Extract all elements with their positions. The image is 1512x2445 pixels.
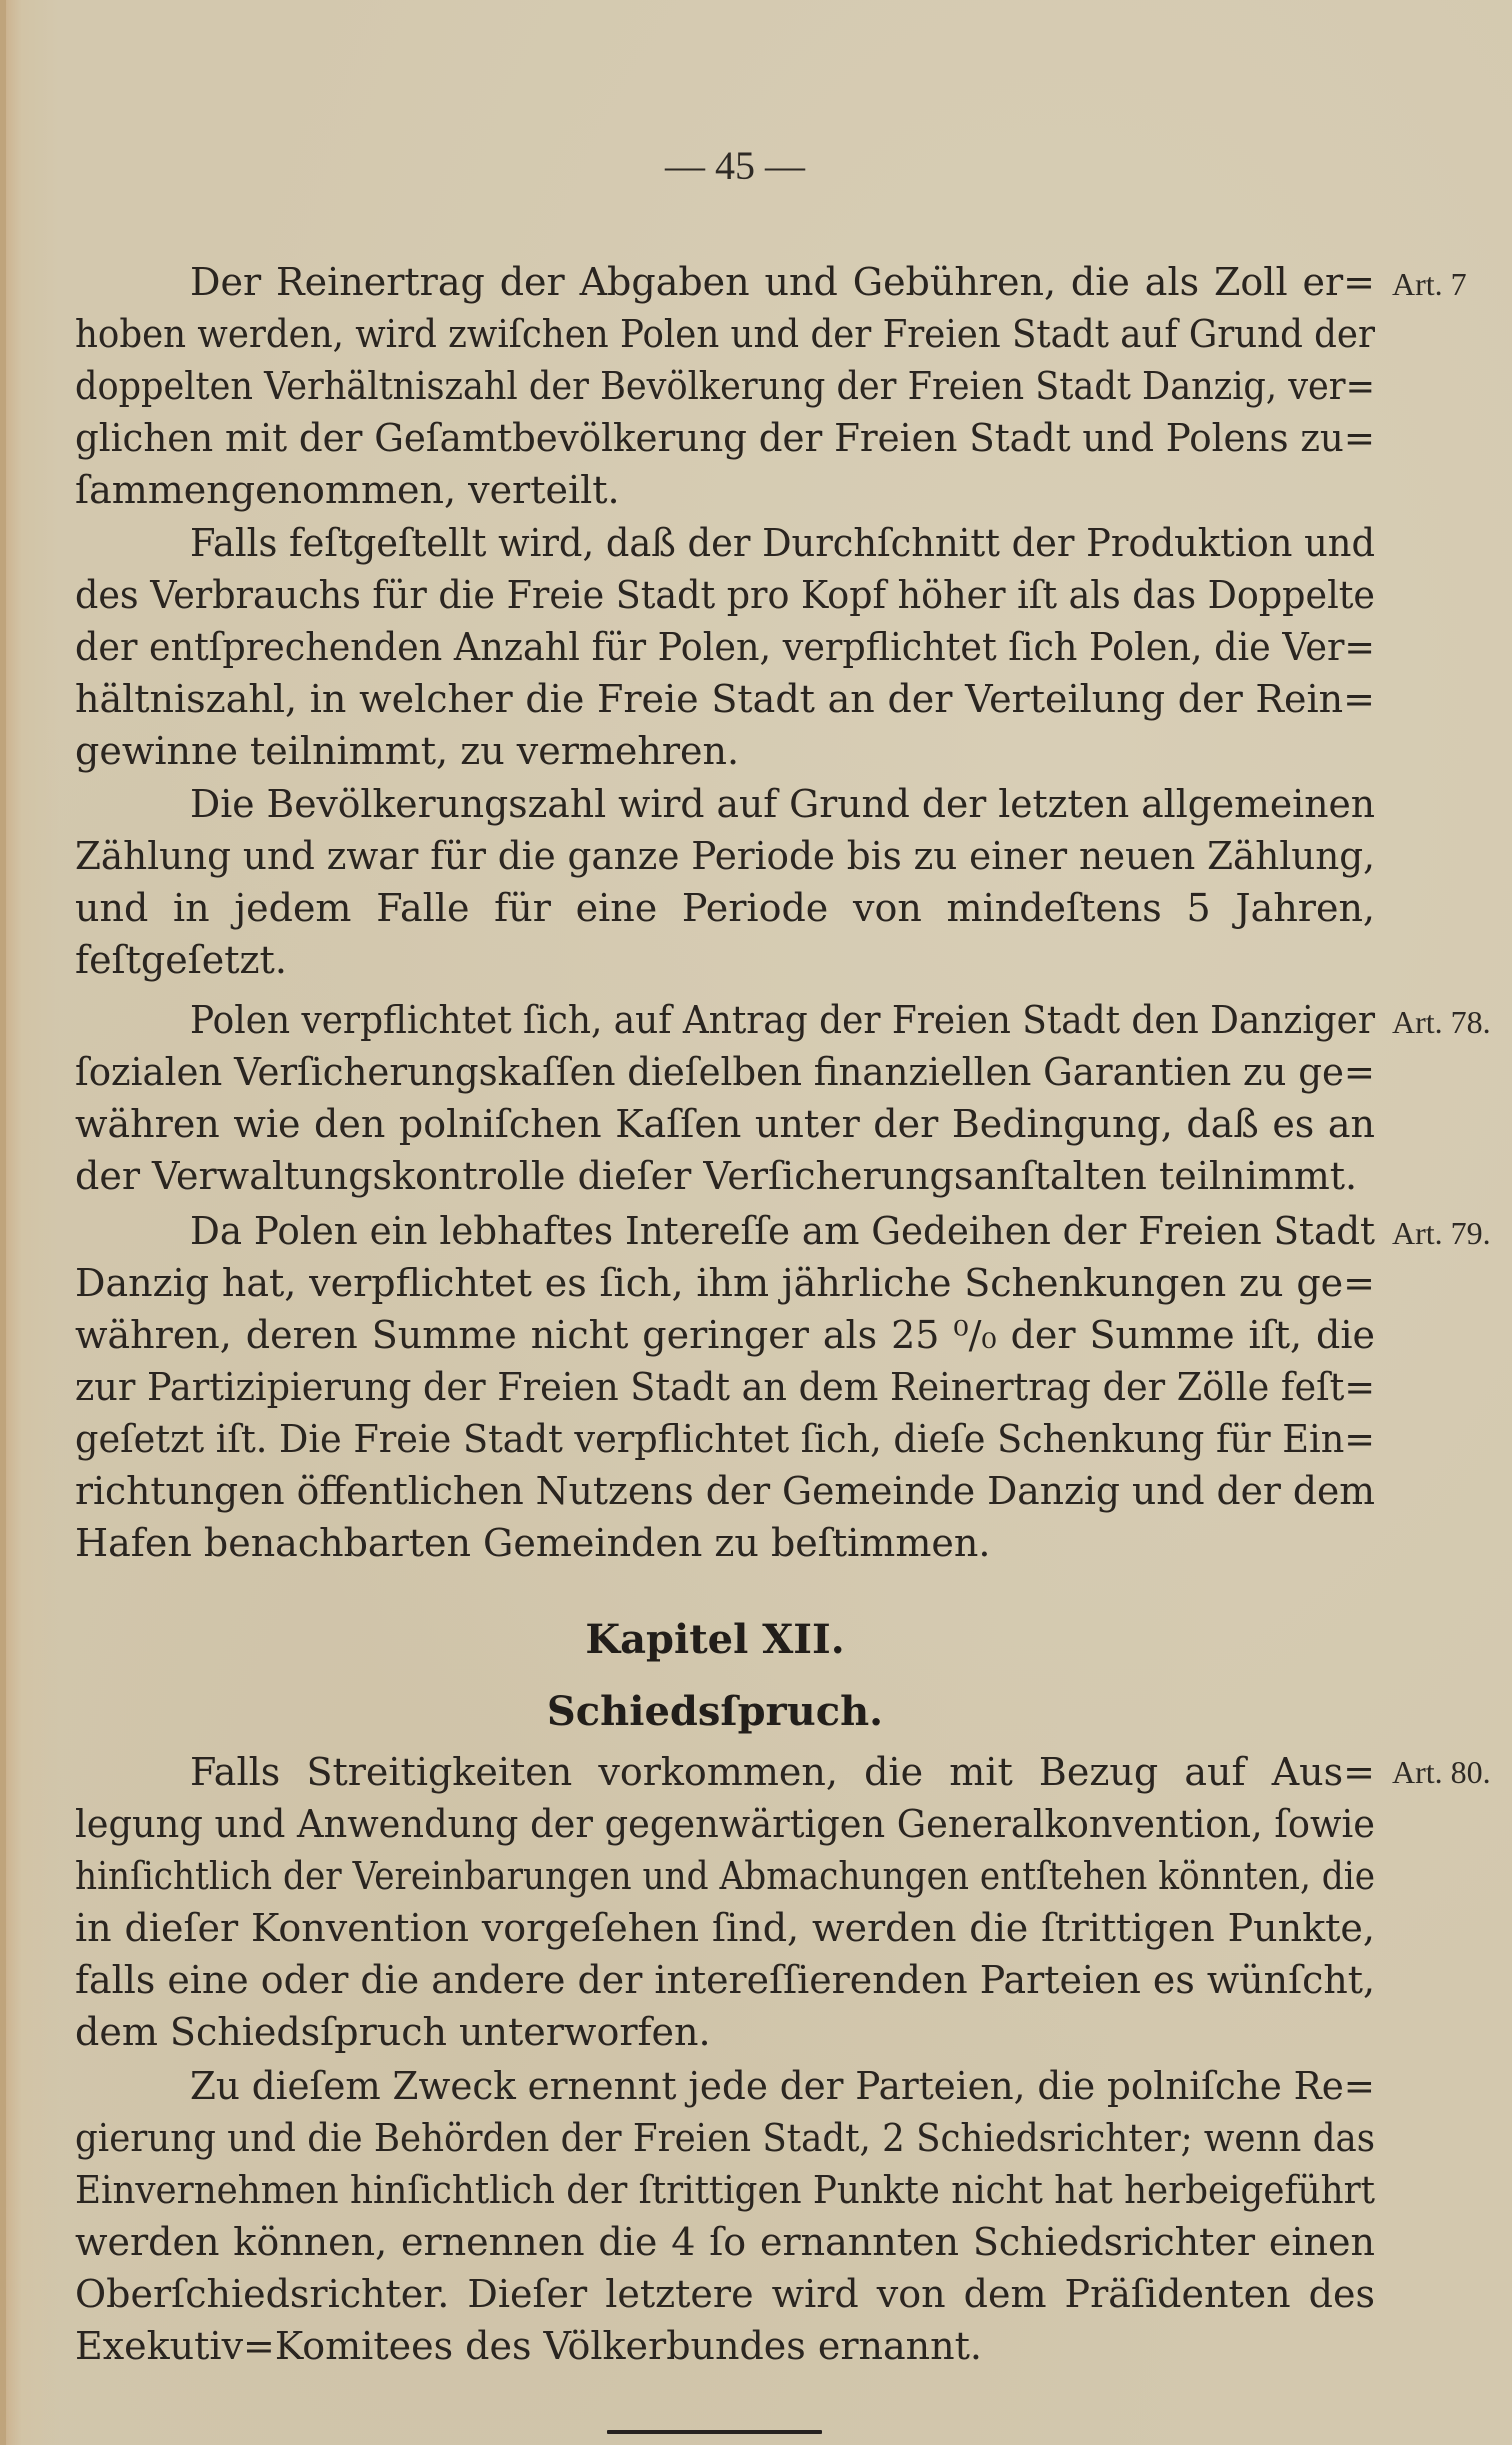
- text-line: währen, deren Summe nicht geringer als 25 ⁰/₀ der Summe iſt, die: [75, 1313, 1375, 1357]
- text-line: werden können, ernennen die 4 ſo ernannten Schiedsrichter einen: [75, 2220, 1375, 2264]
- text-line: Der Reinertrag der Abgaben und Gebühren, die als Zoll er=: [190, 260, 1375, 304]
- text-line: hoben werden, wird zwiſchen Polen und der Freien Stadt auf Grund der: [75, 312, 1375, 356]
- text-line: Oberſchiedsrichter. Dieſer letztere wird von dem Präſidenten des: [75, 2272, 1375, 2316]
- section-end-rule: [607, 2430, 822, 2434]
- text-line: Da Polen ein lebhaftes Intereſſe am Gedeihen der Freien Stadt: [190, 1209, 1375, 1253]
- text-line: der entſprechenden Anzahl für Polen, verpflichtet ſich Polen, die Ver=: [75, 625, 1375, 669]
- text-line: richtungen öffentlichen Nutzens der Gemeinde Danzig und der dem: [75, 1469, 1375, 1513]
- text-line: Danzig hat, verpflichtet es ſich, ihm jährliche Schenkungen zu ge=: [75, 1261, 1375, 1305]
- text-line: glichen mit der Geſamtbevölkerung der Freien Stadt und Polens zu=: [75, 416, 1375, 460]
- text-line: feſtgeſetzt.: [75, 938, 287, 982]
- text-line: Falls Streitigkeiten vorkommen, die mit Bezug auf Aus=: [190, 1750, 1375, 1794]
- text-line: in dieſer Konvention vorgeſehen ſind, werden die ſtrittigen Punkte,: [75, 1906, 1375, 1950]
- text-line: Polen verpflichtet ſich, auf Antrag der Freien Stadt den Danziger: [190, 998, 1375, 1042]
- text-line: Zu dieſem Zweck ernennt jede der Parteien, die polniſche Re=: [190, 2064, 1375, 2108]
- text-line: hinſichtlich der Vereinbarungen und Abmachungen entſtehen könnten, die: [75, 1854, 1375, 1898]
- text-line: Zählung und zwar für die ganze Periode bis zu einer neuen Zählung,: [75, 834, 1375, 878]
- text-line: gierung und die Behörden der Freien Stadt, 2 Schiedsrichter; wenn das: [75, 2116, 1375, 2160]
- text-line: Einvernehmen hinſichtlich der ſtrittigen Punkte nicht hat herbeigeführt: [75, 2168, 1375, 2212]
- text-line: dem Schiedsſpruch unterworfen.: [75, 2010, 711, 2054]
- text-line: geſetzt iſt. Die Freie Stadt verpflichtet ſich, dieſe Schenkung für Ein=: [75, 1417, 1375, 1461]
- text-line: und in jedem Falle für eine Periode von mindeſtens 5 Jahren,: [75, 886, 1375, 930]
- text-line: Falls feſtgeſtellt wird, daß der Durchſchnitt der Produktion und: [190, 521, 1375, 565]
- text-line: Die Bevölkerungszahl wird auf Grund der letzten allgemeinen: [190, 782, 1375, 826]
- text-line: des Verbrauchs für die Freie Stadt pro Kopf höher iſt als das Doppelte: [75, 573, 1375, 617]
- margin-note-article: Art. 7: [1392, 266, 1467, 302]
- text-line: gewinne teilnimmt, zu vermehren.: [75, 729, 740, 773]
- margin-note-article: Art. 78.: [1392, 1004, 1491, 1040]
- chapter-title: Schiedsſpruch.: [546, 1688, 884, 1735]
- page-binding-edge: [0, 0, 6, 2445]
- margin-note-article: Art. 79.: [1392, 1215, 1491, 1251]
- text-line: ſammengenommen, verteilt.: [75, 468, 620, 512]
- text-line: währen wie den polniſchen Kaſſen unter der Bedingung, daß es an: [75, 1102, 1375, 1146]
- text-line: Exekutiv=Komitees des Völkerbundes ernannt.: [75, 2324, 982, 2368]
- text-line: doppelten Verhältniszahl der Bevölkerung der Freien Stadt Danzig, ver=: [75, 364, 1375, 408]
- chapter-heading: Kapitel XII.: [585, 1616, 845, 1663]
- page-number: — 45 —: [665, 143, 805, 188]
- margin-note-article: Art. 80.: [1392, 1754, 1491, 1790]
- text-line: falls eine oder die andere der intereſſierenden Parteien es wünſcht,: [75, 1958, 1375, 2002]
- text-line: der Verwaltungskontrolle dieſer Verſicherungsanſtalten teilnimmt.: [75, 1154, 1358, 1198]
- text-line: legung und Anwendung der gegenwärtigen Generalkonvention, ſowie: [75, 1802, 1375, 1846]
- text-line: hältniszahl, in welcher die Freie Stadt an der Verteilung der Rein=: [75, 677, 1375, 721]
- text-line: Hafen benachbarten Gemeinden zu beſtimmen.: [75, 1521, 991, 1565]
- text-line: ſozialen Verſicherungskaſſen dieſelben finanziellen Garantien zu ge=: [75, 1050, 1375, 1094]
- text-line: zur Partizipierung der Freien Stadt an dem Reinertrag der Zölle feſt=: [75, 1365, 1375, 1409]
